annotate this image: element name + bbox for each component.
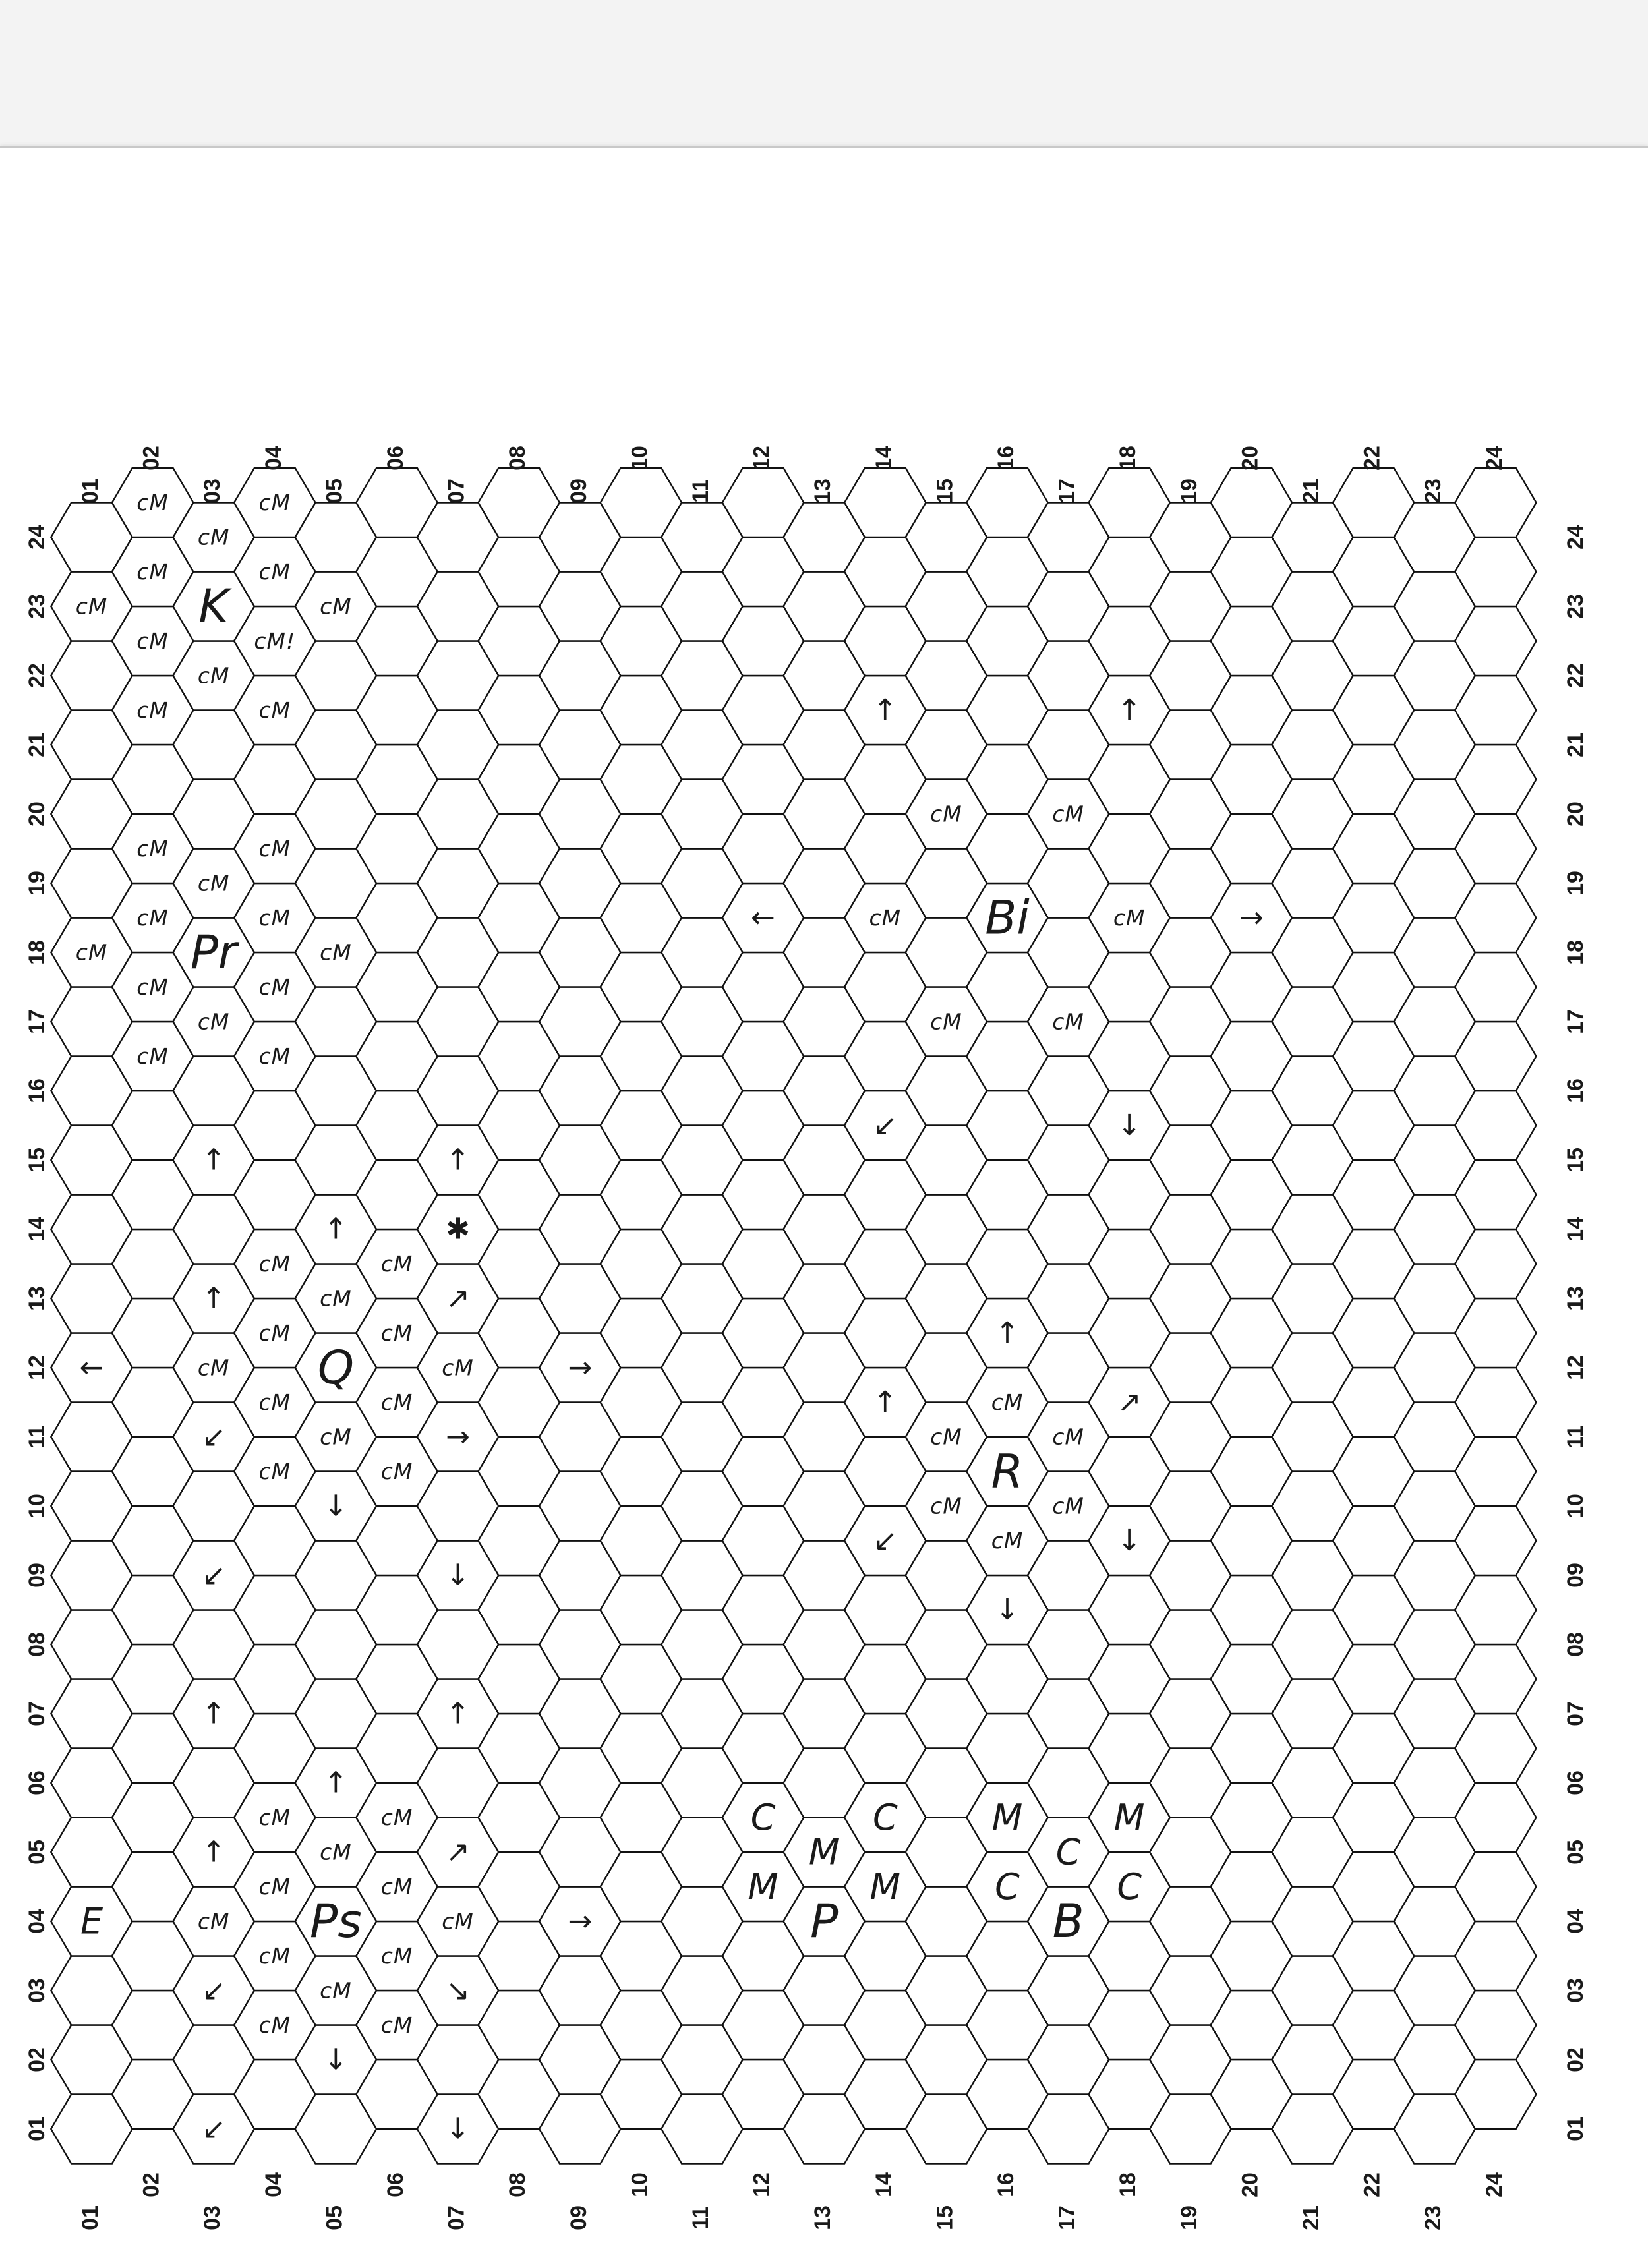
hex-annotation: cM <box>380 2012 413 2038</box>
column-label-top: 06 <box>382 446 408 471</box>
row-label-left: 10 <box>24 1494 49 1519</box>
hex-annotation: cM <box>380 1251 413 1277</box>
column-label-top: 08 <box>505 446 531 471</box>
column-label-top: 09 <box>566 479 591 504</box>
direction-arrow: → <box>568 1904 593 1938</box>
column-label-top: 07 <box>444 479 469 504</box>
direction-arrow: → <box>446 1420 471 1454</box>
hex-annotation: cM <box>930 801 962 827</box>
direction-arrow: ↓ <box>446 2112 471 2146</box>
row-label-left: 13 <box>24 1286 49 1311</box>
direction-arrow: ↑ <box>446 1143 471 1177</box>
row-label-right: 13 <box>1562 1286 1588 1311</box>
column-label-bottom: 23 <box>1421 2205 1446 2230</box>
paper-sheet <box>0 146 1648 2268</box>
direction-arrow: ↑ <box>201 1835 226 1869</box>
hex-annotation: cM <box>258 905 291 931</box>
row-label-left: 06 <box>24 1770 49 1795</box>
hex-annotation: cM <box>136 974 169 1000</box>
hex-annotation: cM <box>320 1977 352 2004</box>
column-label-top: 16 <box>993 446 1018 471</box>
direction-arrow: ↙ <box>201 1558 226 1592</box>
hex-annotation: cM <box>930 1008 962 1035</box>
direction-arrow: ↓ <box>1117 1109 1142 1142</box>
hex-annotation: cM <box>75 593 108 620</box>
column-label-top: 15 <box>932 479 958 504</box>
direction-arrow: ↓ <box>446 1558 471 1592</box>
row-label-right: 08 <box>1562 1632 1588 1657</box>
row-label-left: 01 <box>24 2116 49 2141</box>
column-label-bottom: 03 <box>200 2205 225 2230</box>
row-label-right: 10 <box>1562 1494 1588 1519</box>
column-label-bottom: 07 <box>444 2205 469 2230</box>
direction-arrow: ↑ <box>1117 693 1142 727</box>
direction-arrow: ↑ <box>201 1281 226 1316</box>
row-label-left: 09 <box>24 1563 49 1588</box>
hex-annotation: cM <box>1052 1493 1084 1519</box>
hex-annotation: cM <box>1052 801 1084 827</box>
row-label-left: 04 <box>24 1909 49 1934</box>
column-label-bottom: 14 <box>871 2172 897 2197</box>
column-label-top: 20 <box>1237 446 1263 471</box>
column-label-bottom: 24 <box>1481 2172 1507 2197</box>
row-label-left: 12 <box>24 1355 49 1380</box>
column-label-bottom: 16 <box>993 2172 1018 2197</box>
direction-arrow: ↘ <box>446 1973 471 2008</box>
piece-label: P <box>810 1894 839 1948</box>
direction-arrow: → <box>568 1351 593 1385</box>
row-label-left: 20 <box>24 801 49 827</box>
column-label-bottom: 21 <box>1298 2205 1324 2230</box>
hex-annotation: cM <box>197 1008 230 1035</box>
hex-annotation: cM <box>258 1874 291 1900</box>
row-label-left: 08 <box>24 1632 49 1657</box>
column-label-top: 17 <box>1054 479 1080 504</box>
column-label-top: 04 <box>260 446 286 471</box>
piece-label: M <box>1113 1797 1145 1838</box>
row-label-left: 24 <box>24 525 49 550</box>
hex-annotation: cM <box>258 1043 291 1069</box>
piece-label: Ps <box>310 1894 362 1948</box>
row-label-right: 09 <box>1562 1563 1588 1588</box>
hex-annotation: cM <box>380 1874 413 1900</box>
hex-annotation: cM <box>136 836 169 861</box>
column-label-bottom: 01 <box>77 2205 103 2230</box>
hex-annotation: cM <box>197 870 230 896</box>
hex-annotation: cM <box>380 1805 413 1830</box>
hex-annotation: cM <box>991 1389 1024 1415</box>
direction-arrow: → <box>1239 901 1264 935</box>
row-label-left: 21 <box>24 732 49 757</box>
row-label-left: 19 <box>24 871 49 896</box>
column-label-bottom: 17 <box>1054 2205 1080 2230</box>
column-label-top: 12 <box>749 446 775 471</box>
direction-arrow: ↑ <box>201 1697 226 1731</box>
hex-annotation: cM <box>320 1424 352 1450</box>
direction-arrow: ↑ <box>873 693 898 727</box>
hex-annotation: cM <box>869 905 902 931</box>
piece-label: K <box>198 579 229 633</box>
piece-label: M <box>808 1831 840 1873</box>
column-label-top: 19 <box>1176 479 1202 504</box>
row-label-right: 24 <box>1562 525 1588 550</box>
column-label-bottom: 18 <box>1115 2172 1141 2197</box>
column-label-top: 24 <box>1481 446 1507 471</box>
row-label-left: 17 <box>24 1009 49 1034</box>
direction-arrow: ↙ <box>873 1524 898 1557</box>
direction-arrow: ↑ <box>201 1143 226 1177</box>
row-label-right: 14 <box>1562 1217 1588 1242</box>
hex-annotation: cM <box>442 1908 474 1934</box>
hex-annotation: cM <box>1052 1008 1084 1035</box>
hex-annotation: cM <box>258 559 291 585</box>
row-label-right: 04 <box>1562 1909 1588 1934</box>
direction-arrow: ↓ <box>323 2043 348 2077</box>
hex-annotation: cM <box>75 939 108 966</box>
column-label-top: 02 <box>138 446 164 471</box>
hex-annotation: cM <box>136 1043 169 1069</box>
hex-annotation: cM <box>258 836 291 861</box>
hex-annotation: cM <box>258 1320 291 1346</box>
hex-annotation: cM <box>258 1389 291 1415</box>
row-label-left: 05 <box>24 1840 49 1865</box>
hex-annotation: cM <box>320 1839 352 1865</box>
hex-annotation: cM <box>380 1459 413 1484</box>
direction-arrow: ↑ <box>446 1697 471 1731</box>
direction-arrow: ↙ <box>201 2112 226 2146</box>
column-label-top: 01 <box>77 479 103 504</box>
row-label-right: 11 <box>1562 1425 1588 1449</box>
direction-arrow: ↓ <box>1117 1524 1142 1557</box>
hex-annotation: cM <box>197 662 230 689</box>
row-label-right: 20 <box>1562 801 1588 827</box>
column-label-bottom: 02 <box>138 2172 164 2197</box>
hex-annotation: cM <box>320 939 352 966</box>
piece-label: B <box>1052 1894 1084 1948</box>
row-label-left: 07 <box>24 1701 49 1726</box>
direction-arrow: ✱ <box>446 1212 471 1246</box>
column-label-top: 13 <box>810 479 836 504</box>
hex-annotation: cM <box>320 1285 352 1312</box>
row-label-right: 18 <box>1562 940 1588 965</box>
direction-arrow: ↙ <box>201 1420 226 1454</box>
column-label-top: 11 <box>688 479 713 503</box>
column-label-bottom: 13 <box>810 2205 836 2230</box>
piece-label: R <box>991 1444 1024 1499</box>
row-label-right: 12 <box>1562 1355 1588 1380</box>
column-label-top: 23 <box>1421 479 1446 504</box>
hex-annotation: cM <box>380 1943 413 1969</box>
hex-annotation: cM <box>380 1389 413 1415</box>
hex-annotation: cM <box>258 1943 291 1969</box>
column-label-top: 21 <box>1298 479 1324 504</box>
piece-label: M <box>748 1866 779 1907</box>
hex-annotation: cM <box>258 697 291 723</box>
row-label-left: 14 <box>24 1217 49 1242</box>
hex-annotation: cM <box>136 628 169 654</box>
column-label-top: 03 <box>200 479 225 504</box>
row-label-right: 05 <box>1562 1840 1588 1865</box>
column-label-bottom: 06 <box>382 2172 408 2197</box>
hex-annotation: cM <box>380 1320 413 1346</box>
hex-annotation: cM! <box>254 628 296 654</box>
column-label-top: 05 <box>322 479 347 504</box>
row-label-right: 01 <box>1562 2116 1588 2141</box>
hex-annotation: cM <box>258 2012 291 2038</box>
row-label-right: 02 <box>1562 2047 1588 2072</box>
column-label-bottom: 20 <box>1237 2172 1263 2197</box>
piece-label: C <box>750 1797 776 1838</box>
piece-label: Pr <box>190 925 237 979</box>
row-label-right: 06 <box>1562 1770 1588 1795</box>
row-label-left: 15 <box>24 1148 49 1173</box>
row-label-left: 02 <box>24 2047 49 2072</box>
row-label-left: 03 <box>24 1978 49 2003</box>
piece-label: M <box>991 1797 1023 1838</box>
hex-annotation: cM <box>991 1528 1024 1554</box>
direction-arrow: ↙ <box>201 1973 226 2008</box>
row-label-right: 03 <box>1562 1978 1588 2003</box>
piece-label: E <box>80 1900 103 1942</box>
column-label-bottom: 11 <box>688 2206 713 2230</box>
row-label-right: 21 <box>1562 732 1588 757</box>
piece-label: C <box>872 1797 898 1838</box>
direction-arrow: ↓ <box>323 1489 348 1523</box>
row-label-right: 16 <box>1562 1078 1588 1103</box>
piece-label: M <box>869 1866 901 1907</box>
hex-annotation: cM <box>136 697 169 723</box>
row-label-right: 07 <box>1562 1701 1588 1726</box>
hex-annotation: cM <box>197 1908 230 1934</box>
column-label-bottom: 05 <box>322 2205 347 2230</box>
direction-arrow: ↑ <box>873 1385 898 1419</box>
row-label-right: 23 <box>1562 594 1588 619</box>
hex-annotation: cM <box>258 1459 291 1484</box>
hex-annotation: cM <box>1052 1424 1084 1450</box>
hex-annotation: cM <box>258 1805 291 1830</box>
direction-arrow: ↑ <box>323 1766 348 1800</box>
row-label-right: 15 <box>1562 1148 1588 1173</box>
direction-arrow: ↗ <box>446 1281 471 1316</box>
row-label-left: 16 <box>24 1078 49 1103</box>
piece-label: C <box>995 1866 1020 1907</box>
column-label-bottom: 19 <box>1176 2205 1202 2230</box>
hex-annotation: cM <box>320 593 352 620</box>
row-label-right: 17 <box>1562 1009 1588 1034</box>
hex-annotation: cM <box>930 1424 962 1450</box>
hex-annotation: cM <box>442 1354 474 1381</box>
hex-annotation: cM <box>136 559 169 585</box>
direction-arrow: ↑ <box>995 1316 1020 1350</box>
column-label-top: 10 <box>627 446 653 471</box>
hex-annotation: cM <box>136 905 169 931</box>
direction-arrow: ← <box>751 901 776 935</box>
direction-arrow: ↗ <box>446 1835 471 1869</box>
column-label-bottom: 12 <box>749 2172 775 2197</box>
direction-arrow: ↗ <box>1117 1385 1142 1419</box>
direction-arrow: ↙ <box>873 1109 898 1142</box>
column-label-bottom: 10 <box>627 2172 653 2197</box>
hex-annotation: cM <box>258 974 291 1000</box>
row-label-right: 19 <box>1562 871 1588 896</box>
hex-annotation: cM <box>258 490 291 515</box>
hex-annotation: cM <box>930 1493 962 1519</box>
piece-label: C <box>1117 1866 1142 1907</box>
hex-map <box>0 148 1648 2268</box>
hex-annotation: cM <box>136 490 169 515</box>
row-label-left: 11 <box>24 1425 49 1449</box>
column-label-bottom: 15 <box>932 2205 958 2230</box>
row-label-left: 22 <box>24 663 49 688</box>
row-label-right: 22 <box>1562 663 1588 688</box>
direction-arrow: ↓ <box>995 1593 1020 1627</box>
row-label-left: 23 <box>24 594 49 619</box>
direction-arrow: ↑ <box>323 1212 348 1246</box>
column-label-bottom: 08 <box>505 2172 531 2197</box>
column-label-bottom: 09 <box>566 2205 591 2230</box>
piece-label: Bi <box>985 890 1030 945</box>
column-label-top: 22 <box>1359 446 1385 471</box>
hex-annotation: cM <box>197 524 230 550</box>
column-label-bottom: 04 <box>260 2172 286 2197</box>
row-label-left: 18 <box>24 940 49 965</box>
column-label-top: 14 <box>871 446 897 471</box>
hex-annotation: cM <box>258 1251 291 1277</box>
column-label-top: 18 <box>1115 446 1141 471</box>
piece-label: C <box>1055 1831 1081 1873</box>
hex-annotation: cM <box>1113 905 1146 931</box>
column-label-bottom: 22 <box>1359 2172 1385 2197</box>
direction-arrow: ← <box>79 1351 104 1385</box>
hex-annotation: cM <box>197 1354 230 1381</box>
piece-label: Q <box>317 1341 354 1395</box>
